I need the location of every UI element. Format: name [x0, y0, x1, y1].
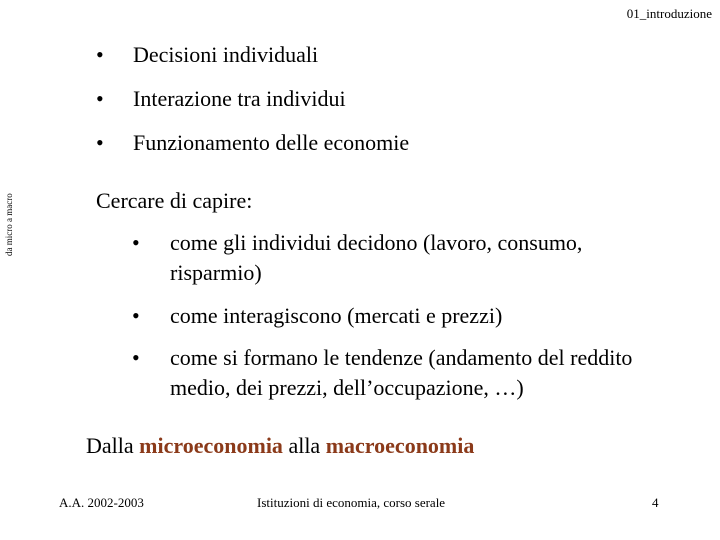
intro-text: Cercare di capire:	[96, 188, 253, 213]
topic-text: Interazione tra individui	[133, 86, 346, 111]
conclusion-part2: alla	[282, 433, 326, 458]
bullet-icon: •	[96, 42, 104, 67]
page-number: 4	[652, 495, 659, 510]
topic-text: Funzionamento delle economie	[133, 130, 410, 155]
bullet-icon: •	[132, 230, 140, 255]
goal-text: come interagiscono (mercati e prezzi)	[170, 303, 503, 328]
bullet-icon: •	[96, 86, 104, 111]
conclusion-part1: Dalla	[86, 433, 140, 458]
bullet-icon: •	[96, 130, 104, 155]
bullet-icon: •	[132, 345, 140, 370]
side-label: da micro a macro	[4, 193, 14, 256]
topic-text: Decisioni individuali	[133, 42, 319, 67]
bullet-icon: •	[132, 303, 140, 328]
goal-text: come gli individui decidono (lavoro, consumo, risparmio)	[170, 230, 583, 285]
macroeconomia-term: macroeconomia	[325, 433, 475, 458]
slide-section-label: 01_introduzione	[626, 6, 712, 21]
footer-academic-year: A.A. 2002-2003	[59, 495, 144, 510]
microeconomia-term: microeconomia	[139, 433, 283, 458]
footer-course-title: Istituzioni di economia, corso serale	[257, 495, 446, 510]
goal-text: come si formano le tendenze (andamento del reddito medio, dei prezzi, dell’occupazione, …)	[170, 345, 633, 400]
conclusion-line	[86, 431, 474, 461]
